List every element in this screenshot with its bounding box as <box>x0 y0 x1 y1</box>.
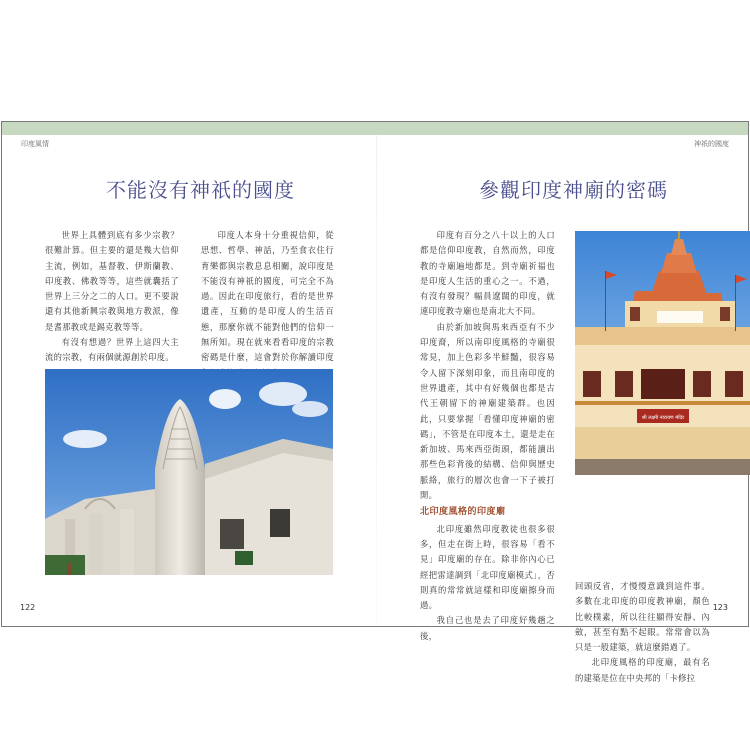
left-running-head: 印度風情 <box>21 140 49 148</box>
red-temple-photo <box>575 231 750 475</box>
paragraph: 回頭反省，才慢慢意識到這件事。多數在北印度的印度教神廟，顏色比較樸素，所以往往顯得安靜、內斂，甚至有點不起眼。常常會以為只是一般建築，就這麼錯過了。 <box>575 581 710 653</box>
left-column-1 <box>45 228 179 366</box>
paragraph: 印度有百分之八十以上的人口都是信仰印度教，自然而然，印度教的寺廟遍地都是。到寺廟祈福也是印度人生活的重心之一。不過，有沒有發現？幅員遼闊的印度，就連印度教寺廟也是南北大不同。 <box>420 230 555 317</box>
paragraph: 有沒有想過？世界上這四大主流的宗教，有兩個就源創於印度。 <box>45 337 179 363</box>
right-running-head: 神祇的國度 <box>694 140 729 148</box>
left-page-title: 不能沒有神祇的國度 <box>106 178 295 202</box>
book-spread <box>1 121 749 683</box>
left-column-2 <box>201 228 334 381</box>
temple-sign-text: श्री लक्ष्मी नारायण मंदिर <box>641 415 685 421</box>
white-temple-photo <box>45 369 333 575</box>
paragraph: 我自己也是去了印度好幾趟之後， <box>420 615 555 641</box>
paragraph: 印度人本身十分重視信仰，從思想、哲學、神話，乃至食衣住行育樂都與宗教息息相關，說印度是不能沒有神祇的國度，可完全不為過。因此在印度旅行，看的是世界遺產，互動的是印度人的生活百態，那麼你就不能對他們的信仰一無所知。現在就來看看印度的宗教密碼是什麼，這會對於你解讀印度 <box>201 230 334 363</box>
right-page-title: 參觀印度神廟的密碼 <box>479 178 668 202</box>
paragraph: 北印度風格的印度廟，最有名的建築是位在中央邦的「卡修拉 <box>575 657 710 683</box>
page-number-right: 123 <box>712 603 728 612</box>
right-column-2 <box>575 579 710 686</box>
paragraph: 由於新加坡與馬來西亞有不少印度裔，所以南印度風格的寺廟很常見，加上色彩多半鮮豔，很容易令人留下深刻印象，而且南印度的世界遺產，其中有好幾個也都是古代王朝留下的神廟建築群。也因此，只要掌握「看懂印度神廟的密碼」，不管是在印度本土，還是走在新加坡、馬來西亞街頭，都能讀出那些色彩背後的結構、信仰與歷史脈絡，旅行的層次也會一下子被打開。 <box>420 321 555 501</box>
header-color-band <box>2 122 748 135</box>
paragraph: 世界上具體到底有多少宗教？很難計算。但主要的還是幾大信仰主流，例如，基督教、伊斯蘭教、印度教、佛教等等，這些就囊括了世界上三分之二的人口。更不要說還有其他新興宗教與地方教派，像是耆那教或是錫克教等等。 <box>45 230 179 332</box>
page-number-left: 122 <box>20 603 36 612</box>
section-subheading: 北印度風格的印度廟 <box>420 507 506 518</box>
paragraph: 北印度雖然印度教徒也很多很多，但走在街上時，很容易「看不見」印度廟的存在。除非你內心已經把雷達調到「北印度廟模式」，否則真的常常就這樣和印度廟擦身而過。 <box>420 523 555 611</box>
page-gutter <box>376 135 377 627</box>
right-column-1 <box>420 228 555 644</box>
